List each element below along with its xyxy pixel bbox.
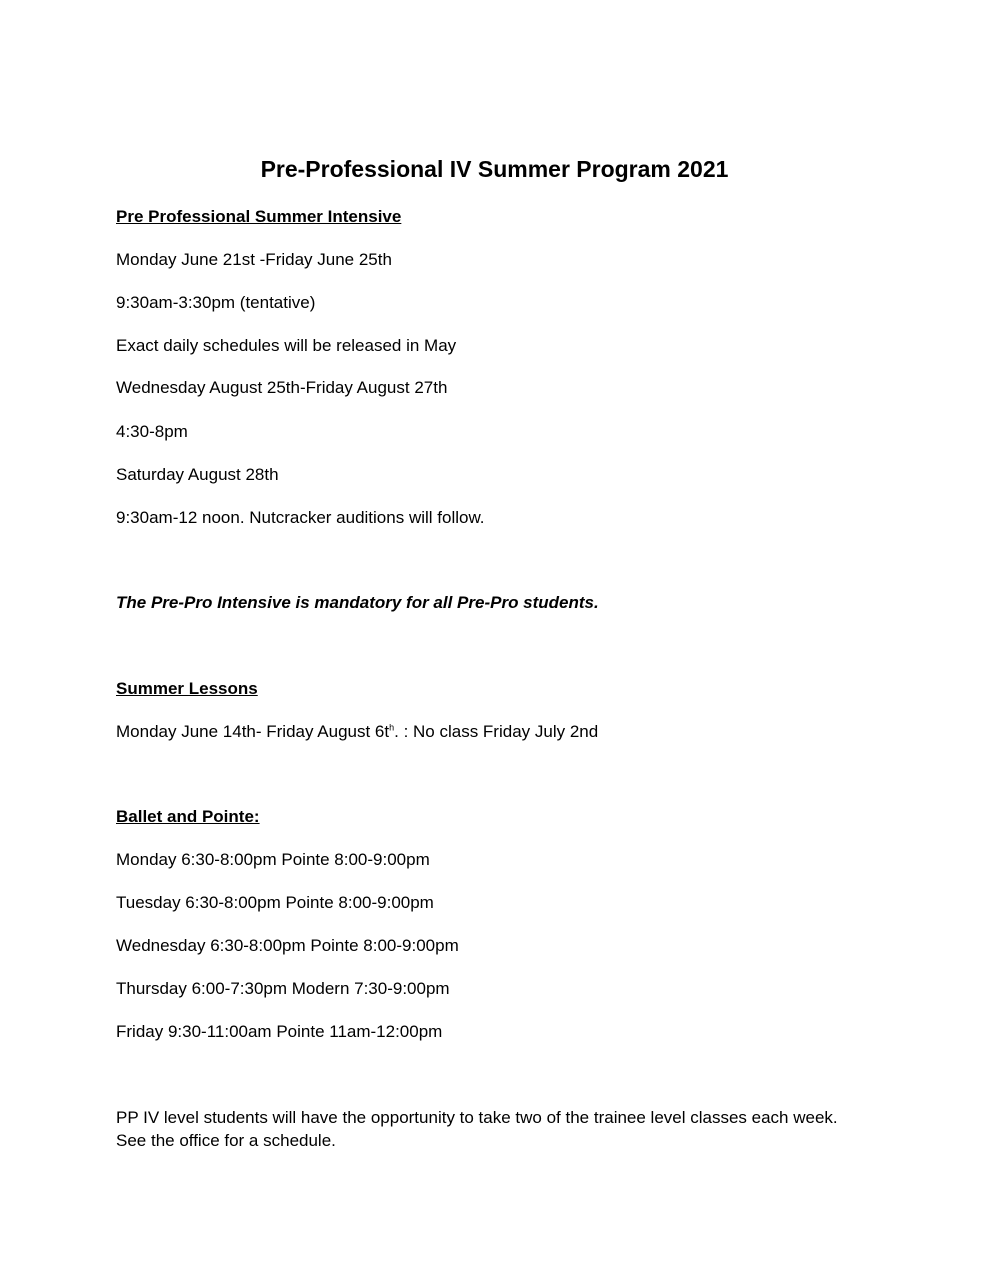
intensive-hours-3: 9:30am-12 noon. Nutcracker auditions will follow.: [116, 508, 485, 527]
mandatory-note: The Pre-Pro Intensive is mandatory for all Pre-Pro students.: [116, 593, 599, 612]
intensive-dates-3: Saturday August 28th: [116, 465, 279, 484]
intensive-hours-1: 9:30am-3:30pm (tentative): [116, 293, 316, 312]
lessons-dates-superscript: h: [389, 722, 395, 733]
intensive-heading: Pre Professional Summer Intensive: [116, 207, 402, 226]
page-title: Pre-Professional IV Summer Program 2021: [260, 156, 729, 182]
intensive-schedule-note: Exact daily schedules will be released in May: [116, 336, 457, 355]
footer-line-2: See the office for a schedule.: [116, 1131, 336, 1150]
ballet-schedule-tuesday: Tuesday 6:30-8:00pm Pointe 8:00-9:00pm: [116, 893, 434, 912]
footer-line-1: PP IV level students will have the opportunity to take two of the trainee level classes each week.: [116, 1108, 838, 1127]
lessons-dates: [116, 721, 598, 743]
ballet-schedule-wednesday: Wednesday 6:30-8:00pm Pointe 8:00-9:00pm: [116, 936, 459, 955]
intensive-hours-2: 4:30-8pm: [116, 422, 188, 441]
ballet-schedule-friday: Friday 9:30-11:00am Pointe 11am-12:00pm: [116, 1022, 443, 1041]
intensive-dates-1: Monday June 21st -Friday June 25th: [116, 250, 392, 269]
lessons-dates-end: . : No class Friday July 2nd: [394, 722, 599, 741]
lessons-dates-start: Monday June 14th- Friday August 6t: [116, 722, 390, 741]
ballet-schedule-thursday: Thursday 6:00-7:30pm Modern 7:30-9:00pm: [116, 979, 450, 998]
intensive-dates-2: Wednesday August 25th-Friday August 27th: [116, 378, 448, 397]
ballet-heading: Ballet and Pointe:: [116, 807, 260, 826]
ballet-schedule-monday: Monday 6:30-8:00pm Pointe 8:00-9:00pm: [116, 850, 430, 869]
lessons-heading: Summer Lessons: [116, 679, 258, 698]
